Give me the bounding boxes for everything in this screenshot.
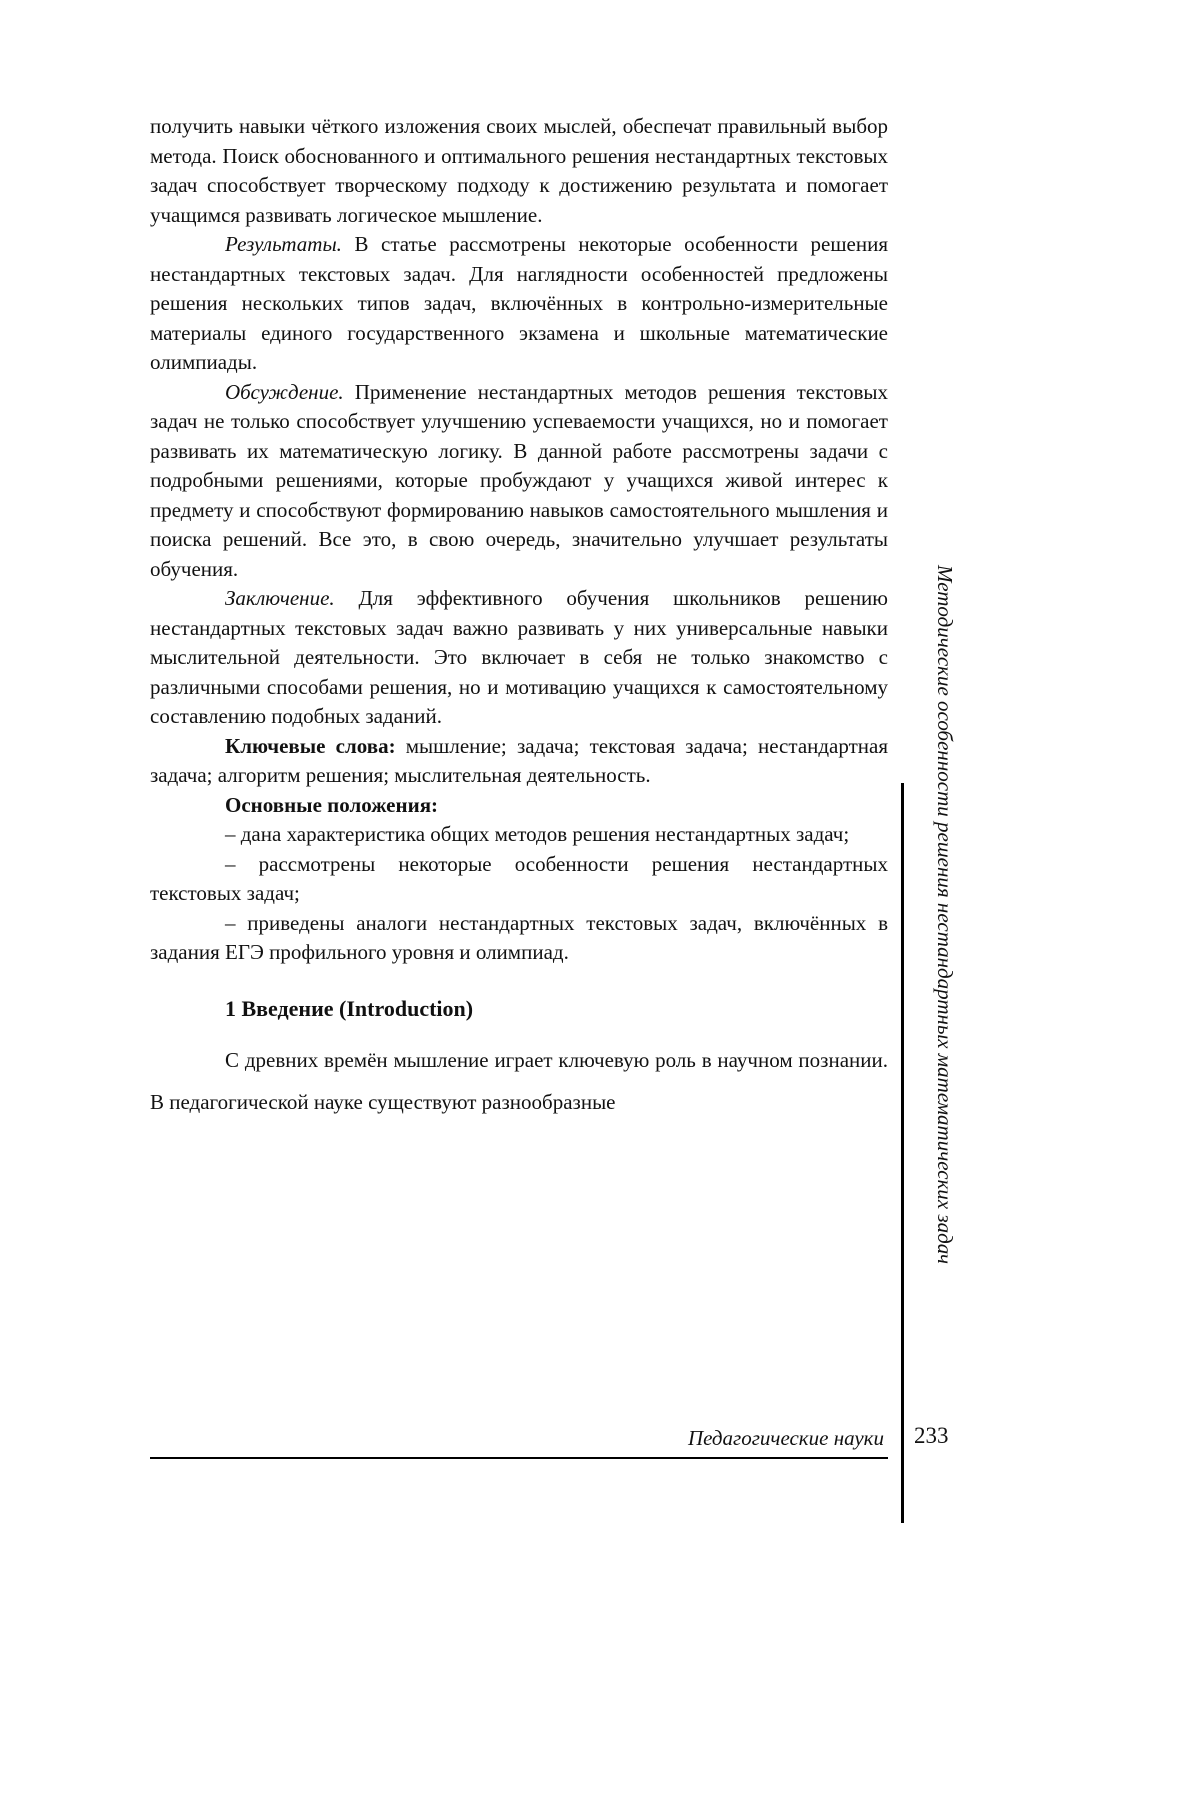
keywords-paragraph [150,732,888,791]
paragraph-text: – приведены аналоги нестандартных текстовых задач, включённых в задания ЕГЭ профильного уровня и олимпиад. [150,910,888,964]
discussion-paragraph [150,378,888,585]
paragraph-lead: Результаты. [225,232,342,256]
body-paragraph [150,112,888,230]
paragraph-text: Для эффективного обучения школьников решению нестандартных текстовых задач важно развивать у них универсальные навыки мыслительной деятельности. Это включает в себя не только знакомство с различными способами решения, но и мотивацию учащихся к самостоятельному составлению подобных заданий. [150,586,888,728]
introduction-paragraph: С древних времён мышление играет ключевую роль в научном познании. В педагогической науке существуют разнообразные [150,1048,888,1114]
paragraph-text: – дана характеристика общих методов решения нестандартных задач; [225,822,850,846]
highlight-item [150,850,888,909]
running-side-title: Методические особенности решения нестандартных математических задач [933,565,957,1265]
paragraph-lead: Ключевые слова: [225,733,396,758]
paragraph-lead: Обсуждение. [225,379,344,404]
article-body [150,112,888,1123]
paragraph-text: – рассмотрены некоторые особенности решения нестандартных текстовых задач; [150,851,888,905]
results-paragraph [150,230,888,378]
footer-horizontal-rule [150,1457,888,1459]
highlights-heading-paragraph [150,791,888,821]
section-heading-introduction: 1 Введение (Introduction) [225,995,474,1021]
page-number: 233 [914,1423,949,1448]
side-vertical-rule [901,783,904,1523]
highlight-item [150,909,888,968]
paragraph-lead: Заключение. [225,586,335,610]
highlight-item [150,820,888,850]
paragraph-lead: Основные положения: [225,792,439,817]
paragraph-text: получить навыки чёткого изложения своих мыслей, обеспечат правильный выбор метода. Поиск обоснованного и оптимального решения нестандартных текстовых задач способствует творческому подходу к достижению результата и помогает учащимся развивать логическое мышление. [150,114,888,227]
paragraph-text: В статье рассмотрены некоторые особенности решения нестандартных текстовых задач. Для наглядности особенностей предложены решения нескольких типов задач, включённых в контрольно-измерительные материалы единого государственного экзамена и школьные математические олимпиады. [150,232,888,374]
footer-section-label: Педагогические науки [687,1426,884,1450]
conclusion-paragraph [150,584,888,732]
paragraph-text: мышление; задача; текстовая задача; нестандартная задача; алгоритм решения; мыслительная деятельность. [150,733,888,787]
paragraph-text: Применение нестандартных методов решения текстовых задач не только способствует улучшению успеваемости учащихся, но и помогает развивать их математическую логику. В данной работе рассмотрены задачи с подробными решениями, которые пробуждают у учащихся живой интерес к предмету и способствуют формированию навыков самостоятельного мышления и поиска решений. Все это, в свою очередь, значительно улучшает результаты обучения. [150,379,888,581]
